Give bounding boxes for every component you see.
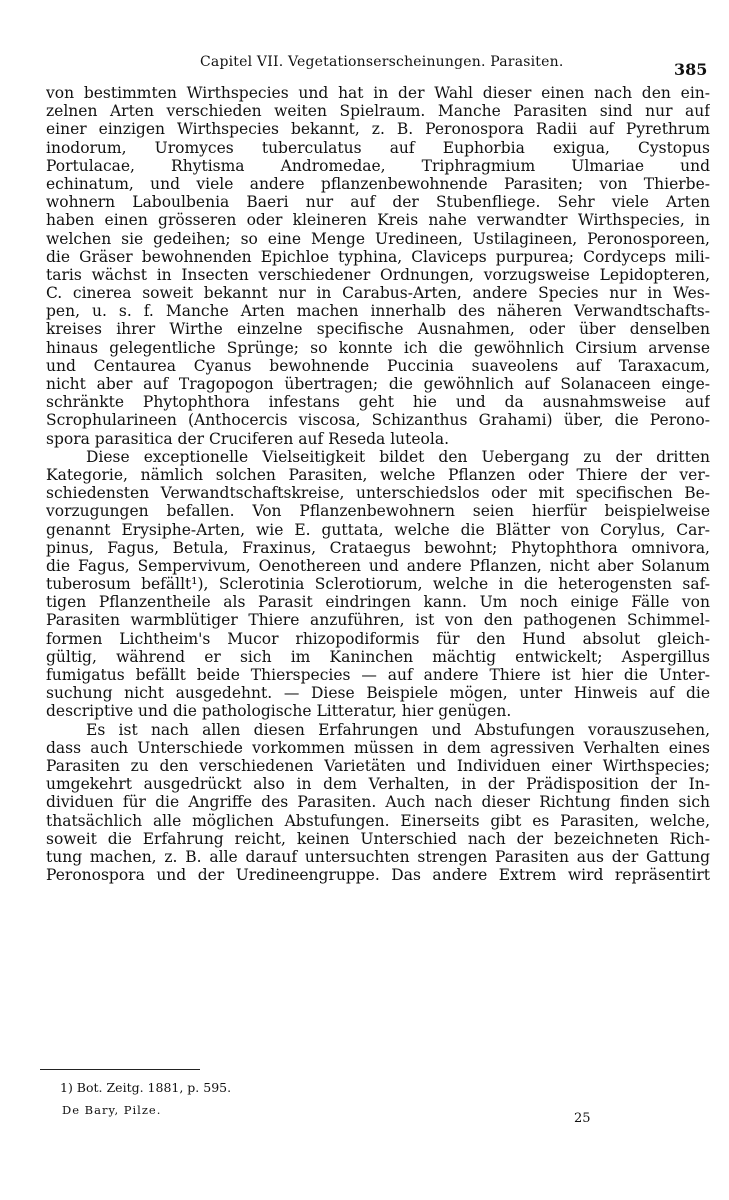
text-line: tigen Pflanzentheile als Parasit eindringen kann. Um noch einige Fälle von xyxy=(46,593,710,612)
text-line: kreises ihrer Wirthe einzelne specifische Ausnahmen, oder über denselben xyxy=(46,320,710,339)
text-line: Parasiten zu den verschiedenen Varietäten und Individuen einer Wirthspecies; xyxy=(46,756,710,775)
text-line: einer einzigen Wirthspecies bekannt, z. B. Peronospora Radii auf Pyrethrum xyxy=(46,120,710,139)
text-line: suchung nicht ausgedehnt. — Diese Beispiele mögen, unter Hinweis auf die xyxy=(46,684,710,703)
text-line: haben einen grösseren oder kleineren Kreis nahe verwandter Wirthspecies, in xyxy=(46,211,710,230)
body-text xyxy=(46,84,710,884)
text-line: Parasiten warmblütiger Thiere anzuführen, ist von den pathogenen Schimmel- xyxy=(46,611,710,630)
text-line: inodorum, Uromyces tuberculatus auf Euphorbia exigua, Cystopus xyxy=(46,138,710,157)
printer-signature: De Bary, Pilze. xyxy=(62,1103,162,1117)
text-line: die Fagus, Sempervivum, Oenothereen und andere Pflanzen, nicht aber Solanum xyxy=(46,556,710,575)
footnote-rule xyxy=(40,1069,200,1070)
text-line: wohnern Laboulbenia Baeri nur auf der Stubenfliege. Sehr viele Arten xyxy=(46,193,710,212)
text-line: welchen sie gedeihen; so eine Menge Uredineen, Ustilagineen, Peronosporeen, xyxy=(46,229,710,248)
text-line: soweit die Erfahrung reicht, keinen Unterschied nach der bezeichneten Rich- xyxy=(46,829,710,848)
text-line: umgekehrt ausgedrückt also in dem Verhalten, in der Prädisposition der In- xyxy=(46,775,710,794)
text-line: echinatum, und viele andere pflanzenbewohnende Parasiten; von Thierbe- xyxy=(46,174,710,193)
text-line: C. cinerea soweit bekannt nur in Carabus-Arten, andere Species nur in Wes- xyxy=(46,284,710,303)
text-line: tung machen, z. B. alle darauf untersuchten strengen Parasiten aus der Gattung xyxy=(46,847,710,866)
text-line: schränkte Phytophthora infestans geht hie und da ausnahmsweise auf xyxy=(46,393,710,412)
text-line: von bestimmten Wirthspecies und hat in der Wahl dieser einen nach den ein- xyxy=(46,84,710,102)
text-line: formen Lichtheim's Mucor rhizopodiformis für den Hund absolut gleich- xyxy=(46,629,710,648)
text-line: Peronospora und der Uredineengruppe. Das andere Extrem wird repräsentirt xyxy=(46,866,710,885)
running-head: Capitel VII. Vegetationserscheinungen. Parasiten. xyxy=(200,54,564,70)
text-line: Kategorie, nämlich solchen Parasiten, welche Pflanzen oder Thiere der ver- xyxy=(46,465,710,484)
text-line: gültig, während er sich im Kaninchen mächtig entwickelt; Aspergillus xyxy=(46,647,710,666)
text-line: und Centaurea Cyanus bewohnende Puccinia suaveolens auf Taraxacum, xyxy=(46,356,710,375)
sheet-number: 25 xyxy=(574,1111,591,1126)
text-line: fumigatus befällt beide Thierspecies — auf andere Thiere ist hier die Unter- xyxy=(46,666,710,684)
page-number: 385 xyxy=(674,60,708,79)
text-line: thatsächlich alle möglichen Abstufungen. Einerseits gibt es Parasiten, welche, xyxy=(46,811,710,830)
footnote: 1) Bot. Zeitg. 1881, p. 595. xyxy=(60,1080,232,1095)
paragraph-start-line: Es ist nach allen diesen Erfahrungen und Abstufungen vorauszusehen, xyxy=(86,720,710,739)
text-line: taris wächst in Insecten verschiedener Ordnungen, vorzugsweise Lepidopteren, xyxy=(46,265,710,284)
text-line: dass auch Unterschiede vorkommen müssen in dem agressiven Verhalten eines xyxy=(46,738,710,757)
text-line: zelnen Arten verschieden weiten Spielraum. Manche Parasiten sind nur auf xyxy=(46,102,710,121)
paragraph-start-line: Diese exceptionelle Vielseitigkeit bildet den Uebergang zu der dritten xyxy=(86,447,710,466)
text-line: schiedensten Verwandtschaftskreise, unterschiedslos oder mit specifischen Be- xyxy=(46,484,710,503)
text-line: Scrophularineen (Anthocercis viscosa, Schizanthus Grahami) über, die Perono- xyxy=(46,411,710,430)
text-line: nicht aber auf Tragopogon übertragen; die gewöhnlich auf Solanaceen einge- xyxy=(46,375,710,393)
text-line: dividuen für die Angriffe des Parasiten. Auch nach dieser Richtung finden sich xyxy=(46,793,710,812)
text-line: pinus, Fagus, Betula, Fraxinus, Crataegus bewohnt; Phytophthora omnivora, xyxy=(46,538,710,557)
text-line: Portulacae, Rhytisma Andromedae, Triphragmium Ulmariae und xyxy=(46,156,710,175)
paragraph-end-line: descriptive und die pathologische Litteratur, hier genügen. xyxy=(46,702,512,721)
text-line: die Gräser bewohnenden Epichloe typhina, Claviceps purpurea; Cordyceps mili- xyxy=(46,247,710,266)
text-line: tuberosum befällt¹), Sclerotinia Sclerotiorum, welche in die heterogensten saf- xyxy=(46,575,710,594)
text-line: vorzugungen befallen. Von Pflanzenbewohnern seien hierfür beispielweise xyxy=(46,502,710,521)
text-line: pen, u. s. f. Manche Arten machen innerhalb des näheren Verwandtschafts- xyxy=(46,302,710,321)
text-line: genannt Erysiphe-Arten, wie E. guttata, welche die Blätter von Corylus, Car- xyxy=(46,520,710,539)
paragraph-end-line: spora parasitica der Cruciferen auf Reseda luteola. xyxy=(46,429,450,448)
text-line: hinaus gelegentliche Sprünge; so konnte ich die gewöhnlich Cirsium arvense xyxy=(46,338,710,357)
